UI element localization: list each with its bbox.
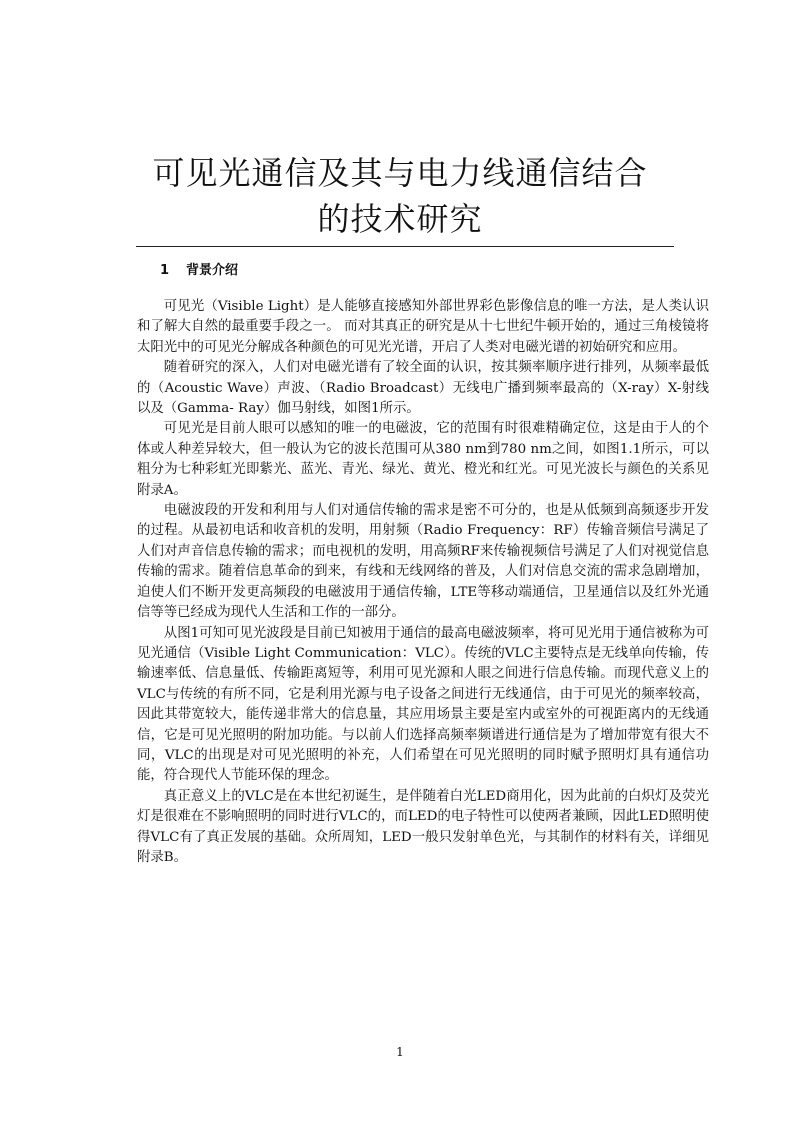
paragraph: 真正意义上的VLC是在本世纪初诞生，是伴随着白光LED商用化，因为此前的白炽灯及荧光灯是很难在不影响照明的同时进行VLC的，而LED的电子特性可以使两者兼顾，因此LED照明使得VLC有了真正发展的基础。众所周知，LED一般只发射单色光，与其制作的材料有关，详细见附录B。: [137, 788, 709, 865]
page-number: 1: [396, 1045, 404, 1059]
body-text: [137, 297, 709, 868]
paragraph: 从图1可知可见光波段是目前已知被用于通信的最高电磁波频率，将可见光用于通信被称为可见光通信（Visible Light Communication：VLC）。传统的VLC主要特点是无线单向传输，传输速率低、信息量低、传输距离短等，利用可见光源和人眼之间进行信息传输。而现代意义上的VLC与传统的有所不同，它是利用光源与电子设备之间进行无线通信，由于可见光的频率较高，因此其带宽较大，能传递非常大的信息量，其应用场景主要是室内或室外的可视距离内的无线通信，它是可见光照明的附加功能。与以前人们选择高频率频谱进行通信是为了增加带宽有很大不同，VLC的出现是对可见光照明的补充，人们希望在可见光照明的同时赋予照明灯具有通信功能，符合现代人节能环保的理念。: [137, 625, 709, 784]
section-number: 1: [160, 263, 170, 278]
section-heading: [160, 262, 238, 280]
paragraph: 可见光是目前人眼可以感知的唯一的电磁波，它的范围有时很难精确定位，这是由于人的个体或人种差异较大，但一般认为它的波长范围可从380 nm到780 nm之间，如图1.1所示，可以粗分为七种彩虹光即紫光、蓝光、青光、绿光、黄光、橙光和红光。可见光波长与颜色的关系见附录A。: [137, 421, 709, 498]
title-divider: [136, 246, 674, 247]
title-line-2: 的技术研究: [317, 200, 483, 238]
section-title: 背景介绍: [186, 263, 239, 278]
title-line-1: 可见光通信及其与电力线通信结合: [152, 154, 648, 192]
paragraph: 随着研究的深入，人们对电磁光谱有了较全面的认识，按其频率顺序进行排列，从频率最低的（Acoustic Wave）声波、（Radio Broadcast）无线电广播到频率最高的（X-ray）X-射线以及（Gamma- Ray）伽马射线，如图1所示。: [137, 360, 709, 417]
paragraph: 电磁波段的开发和利用与人们对通信传输的需求是密不可分的，也是从低频到高频逐步开发的过程。从最初电话和收音机的发明，用射频（Radio Frequency：RF）传输音频信号满足了人们对声音信息传输的需求；而电视机的发明，用高频RF来传输视频信号满足了人们对视觉信息传输的需求。随着信息革命的到来，有线和无线网络的普及，人们对信息交流的需求急剧增加，迫使人们不断开发更高频段的电磁波用于通信传输，LTE等移动端通信，卫星通信以及红外光通信等等已经成为现代人生活和工作的一部分。: [137, 503, 709, 621]
document-title: [0, 150, 800, 242]
paragraph: 可见光（Visible Light）是人能够直接感知外部世界彩色影像信息的唯一方法，是人类认识和了解大自然的最重要手段之一。 而对其真正的研究是从十七世纪牛顿开始的，通过三角棱镜将太阳光中的可见光分解成各种颜色的可见光光谱，开启了人类对电磁光谱的初始研究和应用。: [137, 299, 709, 355]
